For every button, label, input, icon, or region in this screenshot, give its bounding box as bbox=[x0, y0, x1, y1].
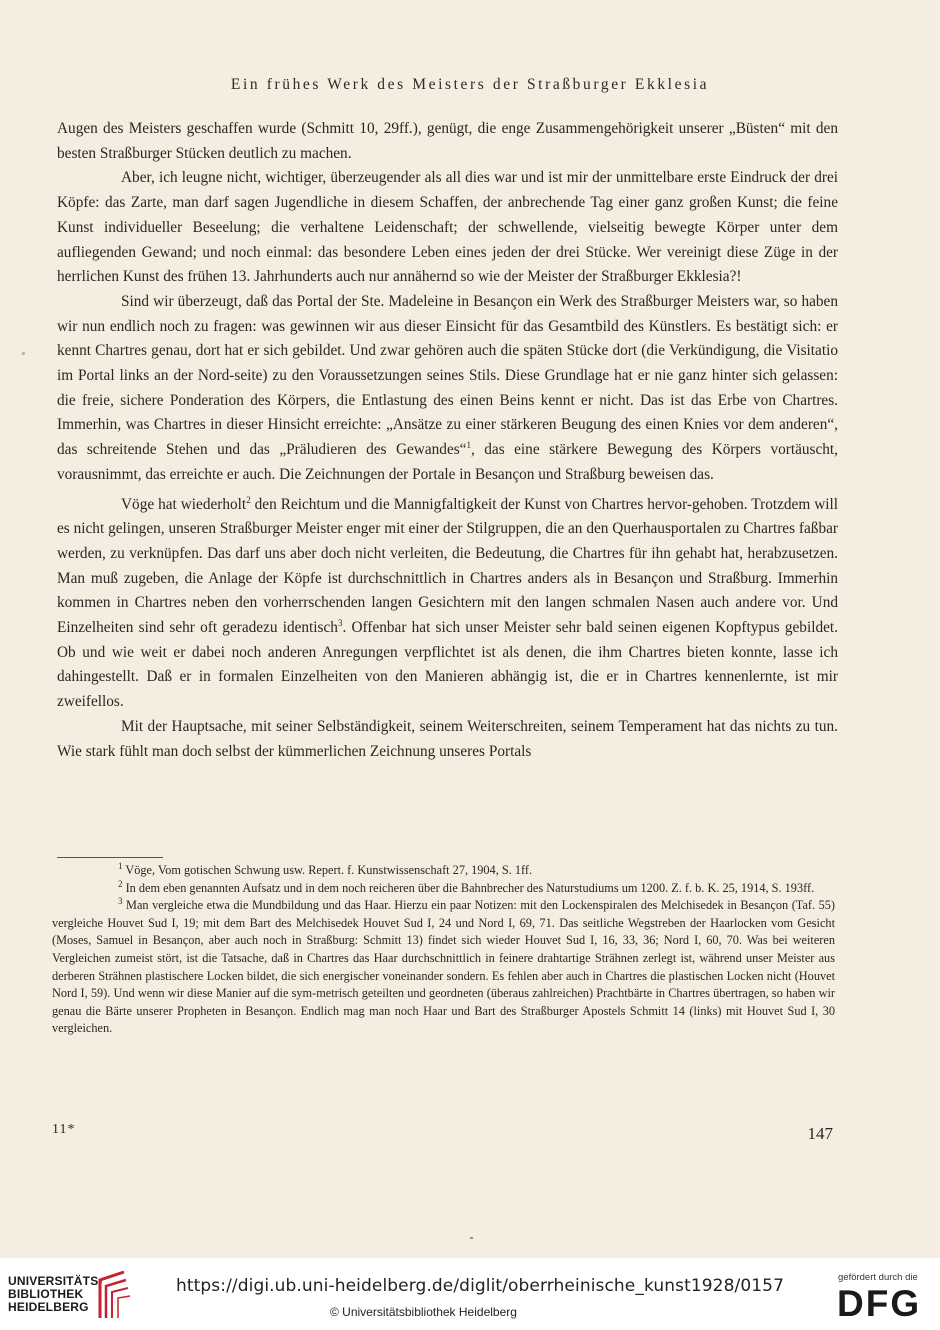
body-text bbox=[57, 117, 838, 764]
footnote-2 bbox=[52, 880, 835, 898]
library-name-line-3: HEIDELBERG bbox=[8, 1300, 89, 1314]
paragraph-2: Aber, ich leugne nicht, wichtiger, überzeugender als all dies war und ist mir der unmittelbare erste Eindruck der drei Köpfe: das Zarte, man darf sagen Jugendliche in diesem Schaffen, der anbrechende Tag einer ganz großen Kunst; die feine Kunst individueller Beseelung; die verhaltene Leidenschaft; der schwellende, vielseitig bewegte Körper unter dem aufliegenden Gewand; und noch einmal: das besondere Leben eines jeden der drei Stücke. Wer vereinigt diese Züge in der herrlichen Kunst des frühen 13. Jahrhunderts auch nur annähernd so wie der Meister der Straßburger Ekklesia?! bbox=[57, 169, 838, 286]
signature-mark: 11* bbox=[52, 1122, 76, 1137]
footnote-text: Man vergleiche etwa die Mundbildung und das Haar. Hierzu ein paar Notizen: mit den Lockenspiralen des Melchisedek in Besançon (Taf. 55) vergleiche Houvet Sud I, 19; mit dem Bart des Melchisedek Houvet Sud I, 24 und Nord I, 69, 71. Das seitliche Wegstreben der Haarlocken vom Gesicht (Moses, Samuel in Besançon, aber auch noch in Straßburg: Schmitt 13) findet sich wieder Houvet Sud I, 16, 33, 36; Nord I, 60, 70. Was bei weiteren Vergleichen zumeist stört, ist die Tatsache, daß in Chartres das Haar durchschnittlich in feinere drahtartige Strähnen zerlegt ist, während unser Meister aus derberen Strähnen plastischere Locken bildet, die sich energischer voneinander sondern. Es fehlen aber auch in Chartres die plastischen Locken nicht (Houvet Nord I, 59). Und wenn wir diese Manier auf die sym-metrisch geteilten und geordneten (überaus zahlreichen) Prachtbärte in Chartres übertragen, so haben wir genau die Bärte unserer Propheten in Besançon. Endlich mag man noch Haar und Bart des Straßburger Apostels Schmitt 14 (links) mit Houvet Sud I, 30 vergleichen. bbox=[52, 898, 835, 1036]
page-mark bbox=[470, 1237, 473, 1239]
paragraph-3-text-b: , das eine stärkere Bewegung des Körpers vortäuscht, vorausnimmt, das erreichte er auch. Die Zeichnungen der Portale in Besançon und Straßburg beweisen das. bbox=[57, 441, 838, 483]
paragraph-3-text-a: Sind wir überzeugt, daß das Portal der Ste. Madeleine in Besançon ein Werk des Straßburger Meisters war, so haben wir nun endlich noch zu fragen: was gewinnen wir aus dieser Einsicht für das Gesamtbild des Künstlers. Es bestätigt sich: er kennt Chartres genau, dort hat er sich gebildet. Und zwar gehören auch die späten Stücke dort (die Verkündigung, die Visitatio im Portal links an der Nord-seite) zu den Voraussetzungen seines Stils. Diese Grundlage hat er nie ganz hinter sich gelassen: die freie, sichere Ponderation des Körpers, die Entlastung des einen Beins kennt er nicht. Das ist das Erbe von Chartres. Immerhin, was Chartres in dieser Hinsicht erreichte: „Ansätze zu einer stärkeren Beugung des einen Knies vor dem anderen“, das schreitende Stehen und das „Präludieren des Gewandes“ bbox=[57, 292, 838, 459]
footnote-text: Vöge, Vom gotischen Schwung usw. Repert. f. Kunstwissenschaft 27, 1904, S. 1ff. bbox=[122, 863, 533, 877]
funding-caption: gefördert durch die bbox=[838, 1272, 918, 1283]
paragraph-4-text-a: Vöge hat wiederholt bbox=[121, 495, 247, 513]
library-logo-icon[interactable] bbox=[94, 1270, 132, 1320]
page-number: 147 bbox=[807, 1124, 833, 1143]
paragraph-4 bbox=[57, 493, 838, 715]
dfg-logo-text: DFG bbox=[837, 1285, 922, 1321]
library-name-line-1: UNIVERSITÄTS- bbox=[8, 1274, 103, 1288]
margin-mark bbox=[22, 352, 25, 355]
footnote-text: In dem eben genannten Aufsatz und in dem noch reicheren über die Bahnbrecher des Naturstudiums um 1200. Z. f. b. K. 25, 1914, S. 193ff. bbox=[122, 880, 815, 895]
footnote-1 bbox=[52, 862, 835, 880]
footnote-ref-1: 1 bbox=[466, 440, 471, 451]
paragraph-5: Mit der Hauptsache, mit seiner Selbständigkeit, seinem Weiterschreiten, seinem Temperament hat das nichts zu tun. Wie stark fühlt man doch selbst der kümmerlichen Zeichnung unseres Portals bbox=[57, 717, 838, 760]
running-head: Ein frühes Werk des Meisters der Straßburger Ekklesia bbox=[230, 76, 710, 93]
library-name-line-2: BIBLIOTHEK bbox=[8, 1287, 84, 1301]
footnote-3 bbox=[52, 897, 835, 1038]
dfg-logo-icon[interactable] bbox=[835, 1285, 927, 1321]
paragraph-4-text-c: . Offenbar hat sich unser Meister sehr bald seinen eigenen Kopftypus gebildet. Ob und wie weit er dabei noch anderen Anregungen verpflichtet ist als denen, die ihm Chartres bieten konnte, lasse ich dahingestellt. Daß er in formalen Einzelheiten von den Manieren abhängig ist, die er in Chartres kennenlernte, ist mir zweifellos. bbox=[57, 619, 838, 711]
copyright-notice: © Universitätsbibliothek Heidelberg bbox=[330, 1305, 517, 1319]
footnote-rule bbox=[57, 857, 163, 858]
paragraph-1: Augen des Meisters geschaffen wurde (Schmitt 10, 29ff.), genügt, die enge Zusammengehörigkeit unserer „Büsten“ mit den besten Straßburger Stücken deutlich zu machen. bbox=[57, 120, 838, 162]
footnote-number: 3 bbox=[118, 896, 123, 907]
footnote-ref-2: 2 bbox=[246, 494, 251, 505]
footnote-number: 1 bbox=[118, 860, 123, 871]
footnote-ref-3: 3 bbox=[337, 617, 343, 628]
viewer-footer bbox=[0, 1258, 940, 1330]
paragraph-4-text-b: den Reichtum und die Mannigfaltigkeit der Kunst von Chartres hervor-gehoben. Trotzdem will es nicht gelingen, unseren Straßburger Meister enger mit einer der Stilgruppen, die an den Querhausportalen zu Chartres faßbar werden, zu verknüpfen. Das darf uns aber doch nicht verleiten, die Bedeutung, die Chartres für ihn gehabt hat, herabzusetzen. Man muß zugeben, die Anlage der Köpfe ist durchschnittlich in Chartres anders als in Besançon und Straßburg. Immerhin kommen in Chartres neben den vorherrschenden langen Gesichtern mit den langen schmalen Nasen auch andere vor. Und Einzelheiten sind sehr oft geradezu identisch bbox=[57, 495, 838, 637]
footnotes bbox=[52, 862, 835, 1038]
library-name[interactable] bbox=[8, 1275, 103, 1314]
document-url-link[interactable]: https://digi.ub.uni-heidelberg.de/diglit/oberrheinische_kunst1928/0157 bbox=[176, 1276, 785, 1296]
footnote-number: 2 bbox=[118, 878, 123, 889]
paragraph-3 bbox=[57, 290, 838, 488]
